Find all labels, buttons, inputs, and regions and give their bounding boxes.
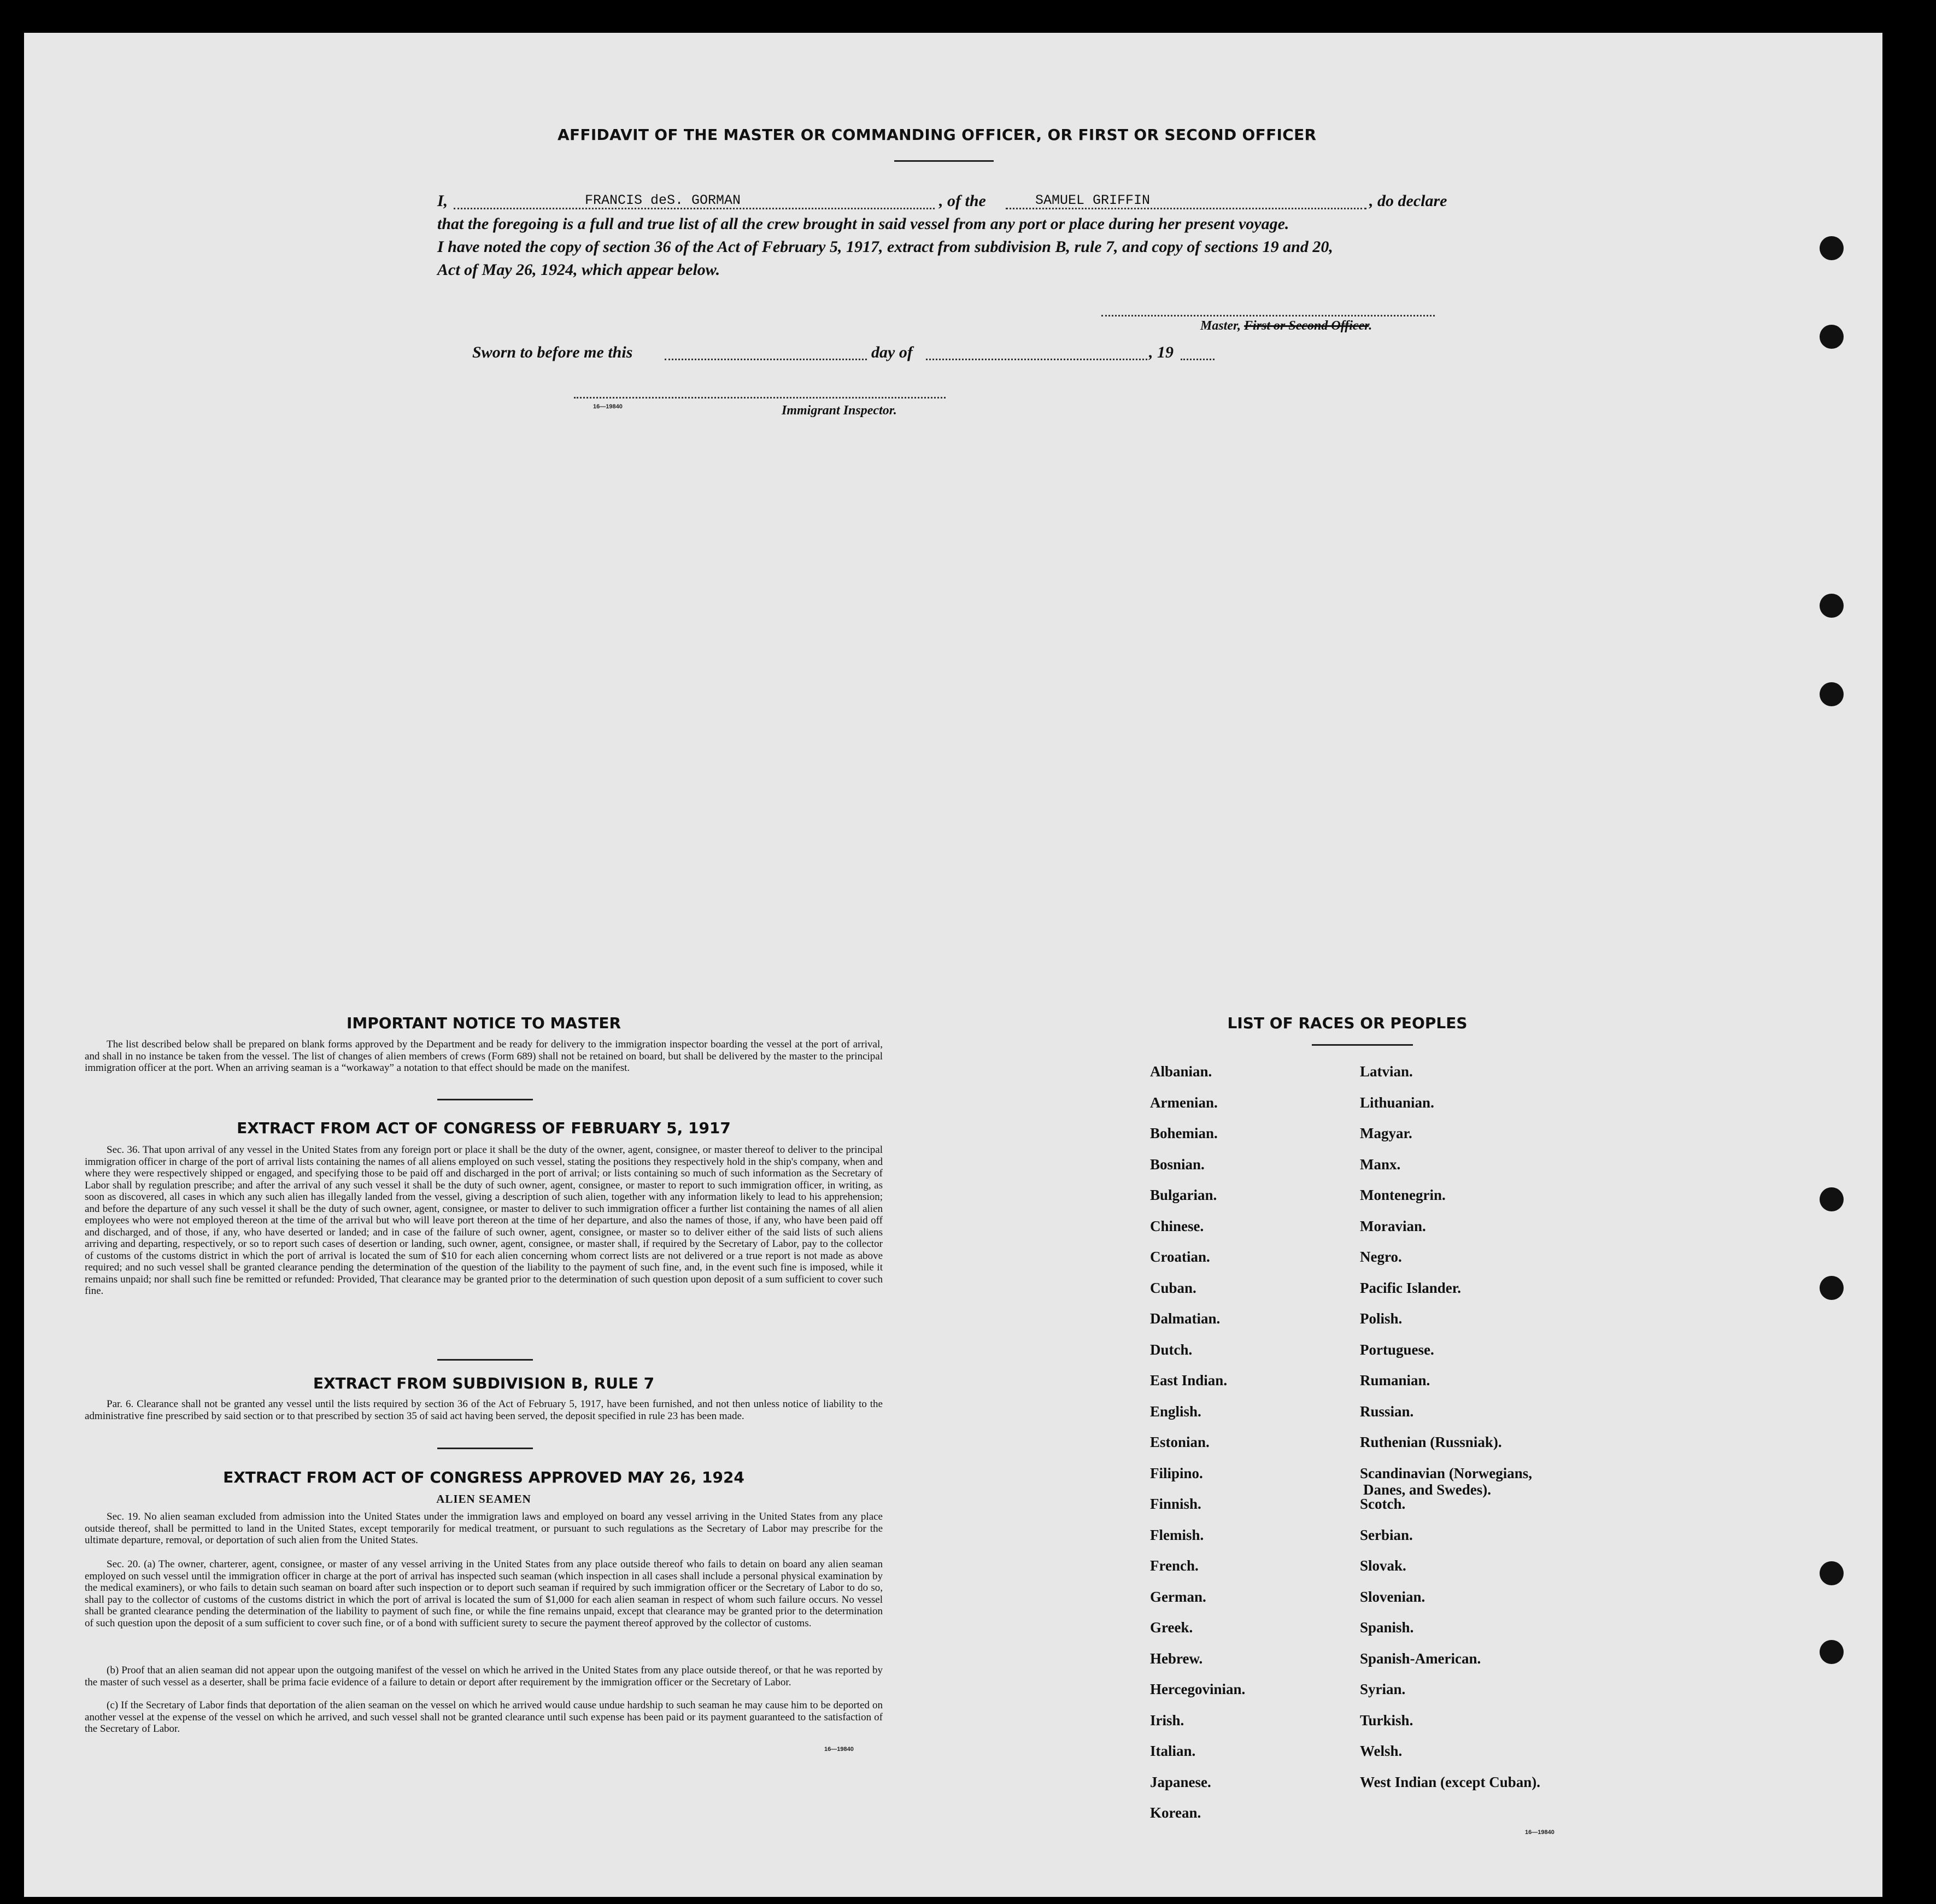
race-item: Syrian. (1360, 1681, 1406, 1697)
race-item: West Indian (except Cuban). (1360, 1773, 1541, 1790)
race-item: Serbian. (1360, 1526, 1413, 1543)
races-heading-underline (1312, 1044, 1413, 1046)
of-the-label: , of the (939, 192, 986, 210)
race-item: Finnish. (1150, 1496, 1201, 1512)
rule7-text: Par. 6. Clearance shall not be granted any vessel until the lists required by section 36 of the Act of February 5, 1917, have been furnished, and not then unless notice of liability to the administrative fine prescribed by said section or to that prescribed by section 35 of said act having been served, the deposit specified in rule 23 has been made. (85, 1398, 883, 1422)
race-item: Flemish. (1150, 1526, 1204, 1543)
notice-heading: IMPORTANT NOTICE TO MASTER (346, 1014, 621, 1032)
inspector-label: Immigrant Inspector. (782, 403, 897, 418)
title-underline (894, 160, 994, 162)
punch-hole (1820, 682, 1844, 706)
day-of-label: day of (871, 343, 913, 361)
race-item: Slovak. (1360, 1557, 1406, 1574)
notice-text: The list described below shall be prepared on blank forms approved by the Department and be ready for delivery to the immigration inspector boarding the vessel at the port of arrival, and shall in no instance be taken from the vessel. The list of changes of alien members of crews (Form 689) shall not be retained on board, but shall be delivered by the master to the principal immigration officer at the port. When an arriving seaman is a “workaway” a notation to that effect should be made on the manifest. (85, 1039, 883, 1074)
master-label-end: . (1369, 319, 1372, 333)
punch-hole (1820, 1276, 1844, 1300)
race-item: English. (1150, 1403, 1201, 1420)
master-signature-line (1101, 315, 1435, 317)
affidavit-line-2: that the foregoing is a full and true list of all the crew brought in said vessel from any port or place during her present voyage. (437, 215, 1289, 233)
race-item: Albanian. (1150, 1063, 1212, 1080)
affidavit-line-4: Act of May 26, 1924, which appear below. (437, 261, 720, 279)
race-item: Danes, and Swedes). (1363, 1481, 1492, 1498)
sec-20a-text: Sec. 20. (a) The owner, charterer, agent, consignee, or master of any vessel arriving in the United States from any place outside thereof who fails to detain on board any alien seaman employed on such vessel until the immigration officer in charge at the port of arrival has inspected such seaman (which inspection in all cases shall include a personal physical examination by the medical examiners), or who fails to detain such seaman on board after such inspection or to deport such seaman if required by such immigration officer or the Secretary of Labor to do so, shall pay to the collector of customs of the customs district in which the port of arrival is located the sum of $1,000 for each alien seaman in respect of whom such failure occurs. No vessel shall be granted clearance pending the determination of the liability to payment of such fine, or while the fine remains unpaid, except that clearance may be granted prior to the determination of such question upon the deposit of a sum sufficient to cover such fine, or of a bond with sufficient surety to secure the payment thereof approved by the collector of customs. (85, 1559, 883, 1629)
race-item: Montenegrin. (1360, 1187, 1446, 1203)
race-item: Scandinavian (Norwegians, (1360, 1464, 1533, 1481)
declarant-name: FRANCIS deS. GORMAN (585, 192, 741, 208)
race-item: East Indian. (1150, 1372, 1228, 1389)
race-item: Magyar. (1360, 1125, 1412, 1141)
race-item: French. (1150, 1557, 1199, 1574)
affidavit-line-3: I have noted the copy of section 36 of the Act of February 5, 1917, extract from subdivision B, rule 7, and copy of sections 19 and 20, (437, 238, 1333, 256)
race-item: Spanish. (1360, 1619, 1414, 1636)
form-number-right: 16—19840 (1525, 1829, 1554, 1836)
race-item: Negro. (1360, 1249, 1402, 1265)
race-item: German. (1150, 1588, 1206, 1605)
affidavit-i-label: I, (437, 192, 448, 210)
inspector-signature-line (574, 397, 946, 399)
alien-seamen-subheading: ALIEN SEAMEN (436, 1492, 531, 1505)
race-item: Croatian. (1150, 1249, 1210, 1265)
race-item: Polish. (1360, 1310, 1403, 1327)
race-item: Dutch. (1150, 1341, 1193, 1358)
race-item: Chinese. (1150, 1217, 1204, 1234)
divider (437, 1359, 533, 1361)
do-declare-label: , do declare (1369, 192, 1447, 210)
punch-hole (1820, 594, 1844, 618)
sec-20c-text: (c) If the Secretary of Labor finds that deportation of the alien seaman on the vessel on which he arrived would cause undue hardship to such seaman he may cause him to be deported on another vessel at the expense of the vessel on which he arrived, and such vessel shall not be granted clearance until such expense has been paid or its payment guaranteed to the satisfaction of the Secretary of Labor. (85, 1700, 883, 1735)
race-item: Scotch. (1360, 1496, 1406, 1512)
vessel-name: SAMUEL GRIFFIN (1035, 192, 1151, 208)
race-item: Rumanian. (1360, 1372, 1430, 1389)
races-heading: LIST OF RACES OR PEOPLES (1227, 1014, 1468, 1032)
punch-hole (1820, 1187, 1844, 1211)
race-item: Hercegovinian. (1150, 1681, 1246, 1697)
race-item: Turkish. (1360, 1712, 1413, 1729)
sec-20b-text: (b) Proof that an alien seaman did not appear upon the outgoing manifest of the vessel on which he arrived in the United States from any place outside thereof, or that he was reported by the master of such vessel as a deserter, shall be prima facie evidence of a failure to detain or deport after requirement by the immigration officer or the Secretary of Labor. (85, 1665, 883, 1688)
race-item: Manx. (1360, 1156, 1401, 1173)
extract-1917-text: Sec. 36. That upon arrival of any vessel in the United States from any foreign port or place it shall be the duty of the owner, agent, consignee, or master thereof to deliver to the principal immigration officer in charge of the port of arrival lists containing the names of all aliens employed on such vessel, stating the positions they respectively hold in the ship's company, when and where they were respectively shipped or engaged, and specifying those to be paid off and discharged in the port of arrival; or lists containing so much of such information as the Secretary of Labor shall by regulation prescribe; and after the arrival of any such vessel it shall be the duty of such owner, agent, consignee, or master to report to such immigration officer, in writing, as soon as discovered, all cases in which any such alien has illegally landed from the vessel, giving a description of such alien, together with any information likely to lead to his apprehension; and before the departure of any such vessel it shall be the duty of such owner, agent, consignee, or master to deliver to such immigration officer a further list containing the names of all alien employees who were not employed thereon at the time of the arrival but who will leave port thereon at the time of her departure, and also the names of those, if any, who have been paid off and discharged, and of those, if any, who have deserted or landed; and in case of the failure of such owner, agent, consignee, or master so to deliver either of the said lists of such aliens arriving and departing, respectively, or so to report such cases of desertion or landing, such owner, agent, consignee, or master shall, if required by the Secretary of Labor, pay to the collector of customs of the customs district in which the port of arrival is located the sum of $10 for each alien concerning whom correct lists are not delivered or a true report is not made as above required; and no such vessel shall be granted clearance pending the determination of the question of the liability to the payment of such fine, and, in the event such fine is imposed, while it remains unpaid; nor shall such fine be remitted or refunded: Provided, That clearance may be granted prior to the determination of such question upon deposit of a sum sufficient to cover such fine. (85, 1144, 883, 1297)
sworn-month-line (926, 359, 1147, 360)
race-item: Irish. (1150, 1712, 1184, 1729)
race-item: Japanese. (1150, 1773, 1211, 1790)
year-label: , 19 (1149, 343, 1174, 361)
sec-19-text: Sec. 19. No alien seaman excluded from admission into the United States under the immigration laws and employed on board any vessel arriving in the United States from any place outside thereof, shall be permitted to land in the United States, except temporarily for medical treatment, or pursuant to such regulations as the Secretary of Labor may prescribe for the ultimate departure, removal, or deportation of such alien from the United States. (85, 1511, 883, 1546)
race-item: Russian. (1360, 1403, 1414, 1420)
race-item: Portuguese. (1360, 1341, 1434, 1358)
race-item: Dalmatian. (1150, 1310, 1221, 1327)
punch-hole (1820, 236, 1844, 260)
race-item: Bohemian. (1150, 1125, 1218, 1141)
divider (437, 1099, 533, 1100)
form-number-left: 16—19840 (824, 1746, 854, 1753)
race-item: Lithuanian. (1360, 1094, 1434, 1111)
race-item: Armenian. (1150, 1094, 1218, 1111)
master-label: Master, (1200, 319, 1241, 333)
race-item: Pacific Islander. (1360, 1279, 1461, 1296)
race-item: Bulgarian. (1150, 1187, 1217, 1203)
race-item: Latvian. (1360, 1063, 1413, 1080)
sworn-label: Sworn to before me this (472, 343, 633, 361)
race-item: Spanish-American. (1360, 1650, 1481, 1667)
race-item: Hebrew. (1150, 1650, 1203, 1667)
punch-hole (1820, 1640, 1844, 1664)
race-item: Korean. (1150, 1805, 1201, 1821)
affidavit-title: AFFIDAVIT OF THE MASTER OR COMMANDING OFFICER, OR FIRST OR SECOND OFFICER (558, 126, 1317, 144)
race-item: Moravian. (1360, 1217, 1426, 1234)
race-item: Cuban. (1150, 1279, 1196, 1296)
master-struck-text: First or Second Officer (1244, 319, 1369, 333)
punch-hole (1820, 325, 1844, 349)
sworn-year-line (1181, 359, 1215, 360)
rule7-heading: EXTRACT FROM SUBDIVISION B, RULE 7 (313, 1374, 655, 1392)
race-item: Italian. (1150, 1743, 1196, 1759)
extract-1924-heading: EXTRACT FROM ACT OF CONGRESS APPROVED MAY 26, 1924 (223, 1468, 744, 1486)
form-number-top: 16—19840 (593, 403, 623, 410)
sworn-day-line (665, 359, 867, 360)
race-item: Slovenian. (1360, 1588, 1425, 1605)
race-item: Greek. (1150, 1619, 1193, 1636)
extract-1917-heading: EXTRACT FROM ACT OF CONGRESS OF FEBRUARY 5, 1917 (237, 1119, 731, 1137)
divider (437, 1448, 533, 1449)
race-item: Estonian. (1150, 1434, 1210, 1450)
race-item: Filipino. (1150, 1464, 1203, 1481)
race-item: Welsh. (1360, 1743, 1403, 1759)
punch-hole (1820, 1561, 1844, 1585)
race-item: Bosnian. (1150, 1156, 1205, 1173)
race-item: Ruthenian (Russniak). (1360, 1434, 1502, 1450)
master-signature-label (1200, 319, 1372, 333)
